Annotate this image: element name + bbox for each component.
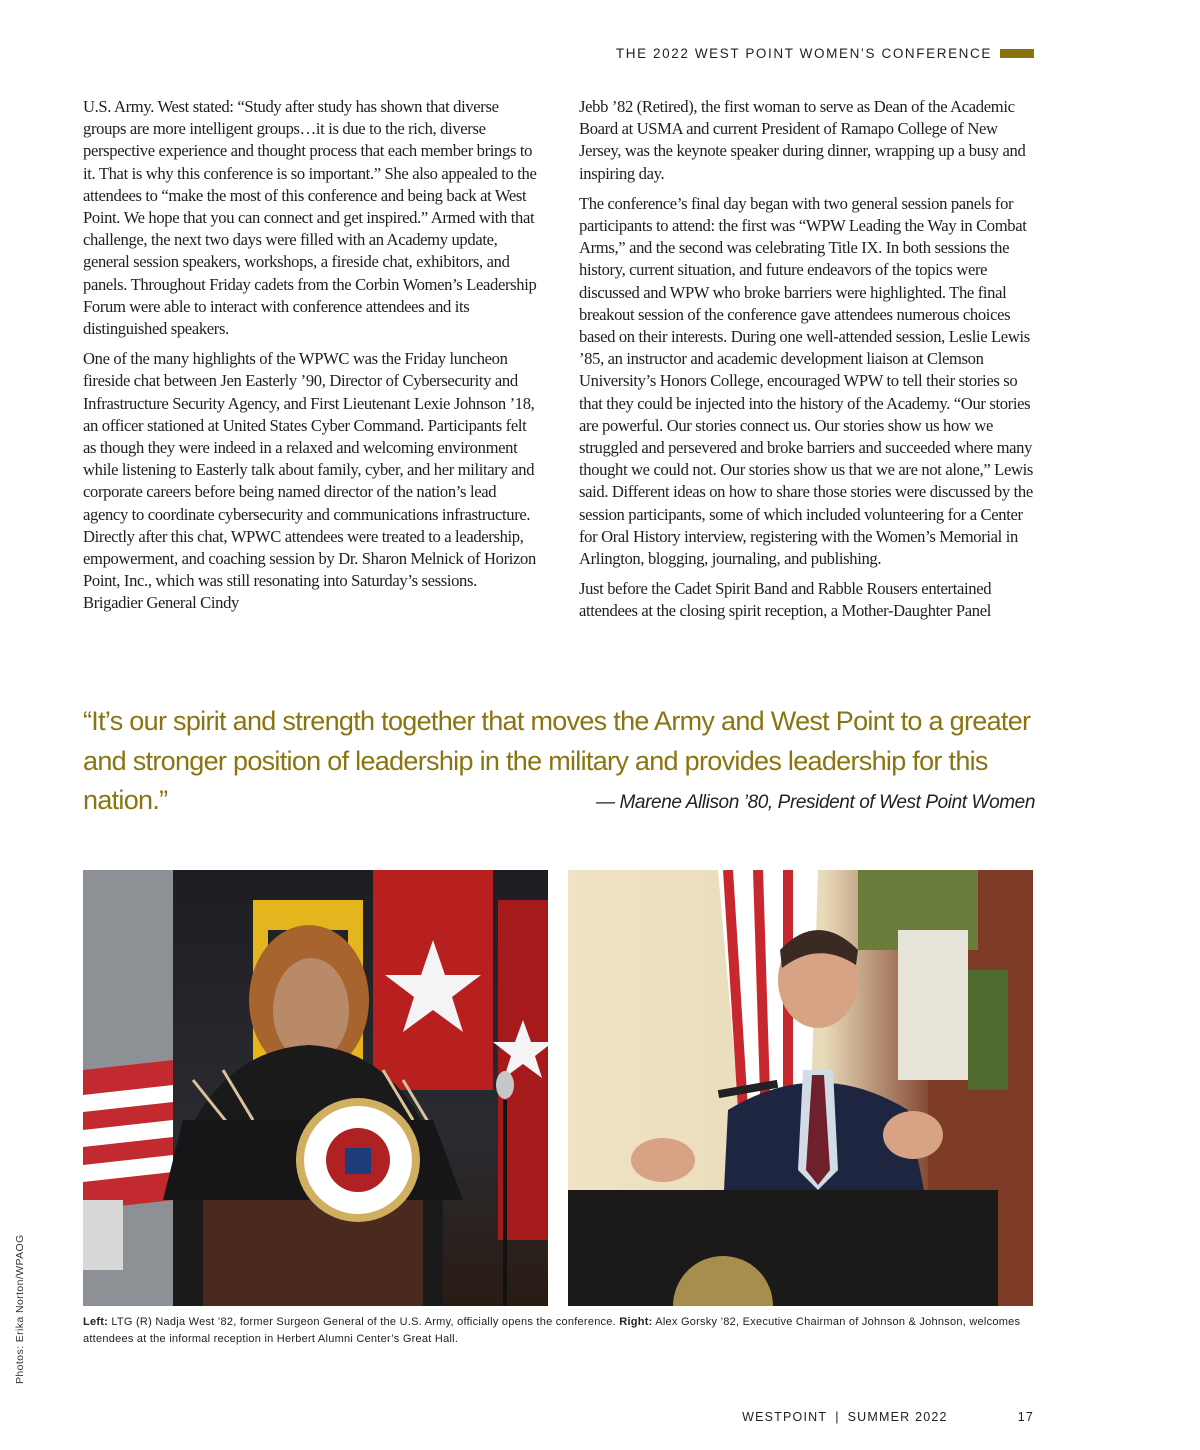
article-paragraph: One of the many highlights of the WPWC was the Friday luncheon fireside chat between Jen Easterly ’90, Director of Cybersecurity and Infrastructure Security Agency, and First Lieutenant Lexie Johnson ’18, an officer stationed at United States Cyber Command. Participants felt as though they were indeed in a relaxed and welcoming environment while listening to Easterly talk about family, cyber, and her military and corporate careers before being named director of the nation’s lead agency to coordinate cybersecurity and communications infrastructure. Directly after this chat, WPWC attendees were treated to a leadership, empowerment, and coaching session by Dr. Sharon Melnick of Horizon Point, Inc., which was still resonating into Saturday’s sessions. Brigadier General Cindy [83, 349, 536, 613]
article-paragraph: Jebb ’82 (Retired), the first woman to serve as Dean of the Academic Board at USMA and current President of Ramapo College of New Jersey, was the keynote speaker during dinner, wrapping up a busy and inspiring day. [579, 97, 1026, 183]
photo-speaker-podium-left [83, 870, 548, 1306]
footer-issue: SUMMER 2022 [847, 1410, 948, 1424]
header-title: THE 2022 WEST POINT WOMEN’S CONFERENCE [615, 46, 992, 61]
article-column-left [83, 96, 539, 631]
caption-left-text: LTG (R) Nadja West ’82, former Surgeon General of the U.S. Army, officially opens the conference. [108, 1316, 620, 1328]
article-column-right [579, 96, 1035, 631]
pull-quote-text: “It’s our spirit and strength together that moves the Army and West Point to a greater and stronger position of leadership in the military and provides leadership for this nation.” [83, 706, 1031, 815]
page-number: 17 [1017, 1410, 1034, 1424]
article-body [83, 96, 1035, 631]
article-paragraph: U.S. Army. West stated: “Study after study has shown that diverse groups are more intelligent groups…it is due to the rich, diverse perspective experience and thought process that each member brings to it. That is why this conference is so important.” She also appealed to the attendees to “make the most of this conference and being back at West Point. We hope that you can connect and get inspired.” Armed with that challenge, the next two days were filled with an Academy update, general session speakers, workshops, a fireside chat, exhibitors, and panels. Throughout Friday cadets from the Corbin Women’s Leadership Forum were able to interact with conference attendees and its distinguished speakers. [83, 97, 537, 339]
caption-right-text: Alex Gorsky ’82, Executive Chairman of Johnson & Johnson, welcomes attendees at the informal reception in Herbert Alumni Center’s Great Hall. [83, 1316, 1021, 1345]
page-footer [742, 1410, 1034, 1424]
article-paragraph: Just before the Cadet Spirit Band and Rabble Rousers entertained attendees at the closing spirit reception, a Mother-Daughter Panel [579, 579, 992, 621]
pull-quote-attribution: — Marene Allison ’80, President of West Point Women [596, 792, 1035, 813]
pull-quote [83, 702, 1035, 821]
running-header [616, 46, 1034, 61]
header-accent-bar [1000, 49, 1034, 58]
footer-publication: WESTPOINT [742, 1410, 828, 1424]
photo-credit: Photos: Erika Norton/WPAOG [14, 1234, 26, 1384]
photo-caption [83, 1314, 1033, 1348]
footer-separator: | [835, 1410, 840, 1424]
article-paragraph: The conference’s final day began with two general session panels for participants to attend: the first was “WPW Leading the Way in Combat Arms,” and the second was celebrating Title IX. In both sessions the history, current situation, and future endeavors of the topics were discussed and WPW who broke barriers were highlighted. The final breakout session of the conference gave attendees numerous choices based on their interests. During one well-attended session, Leslie Lewis ’85, an instructor and academic development liaison at Clemson University’s Honors College, encouraged WPW to tell their stories so that they could be injected into the history of the Academy. “Our stories are powerful. Our stories connect us. Our stories show us how we struggled and persevered and broke barriers and succeeded where many thought we could not. Our stories show us that we are not alone,” Lewis said. Different ideas on how to share those stories were discussed by the session participants, some of which included volunteering for a Center for Oral History interview, registering with the Women’s Memorial in Arlington, blogging, journaling, and publishing. [579, 193, 1033, 569]
caption-left-label: Left: [83, 1316, 109, 1328]
photo-speaker-podium-right [568, 870, 1033, 1306]
caption-right-label: Right: [619, 1316, 653, 1328]
